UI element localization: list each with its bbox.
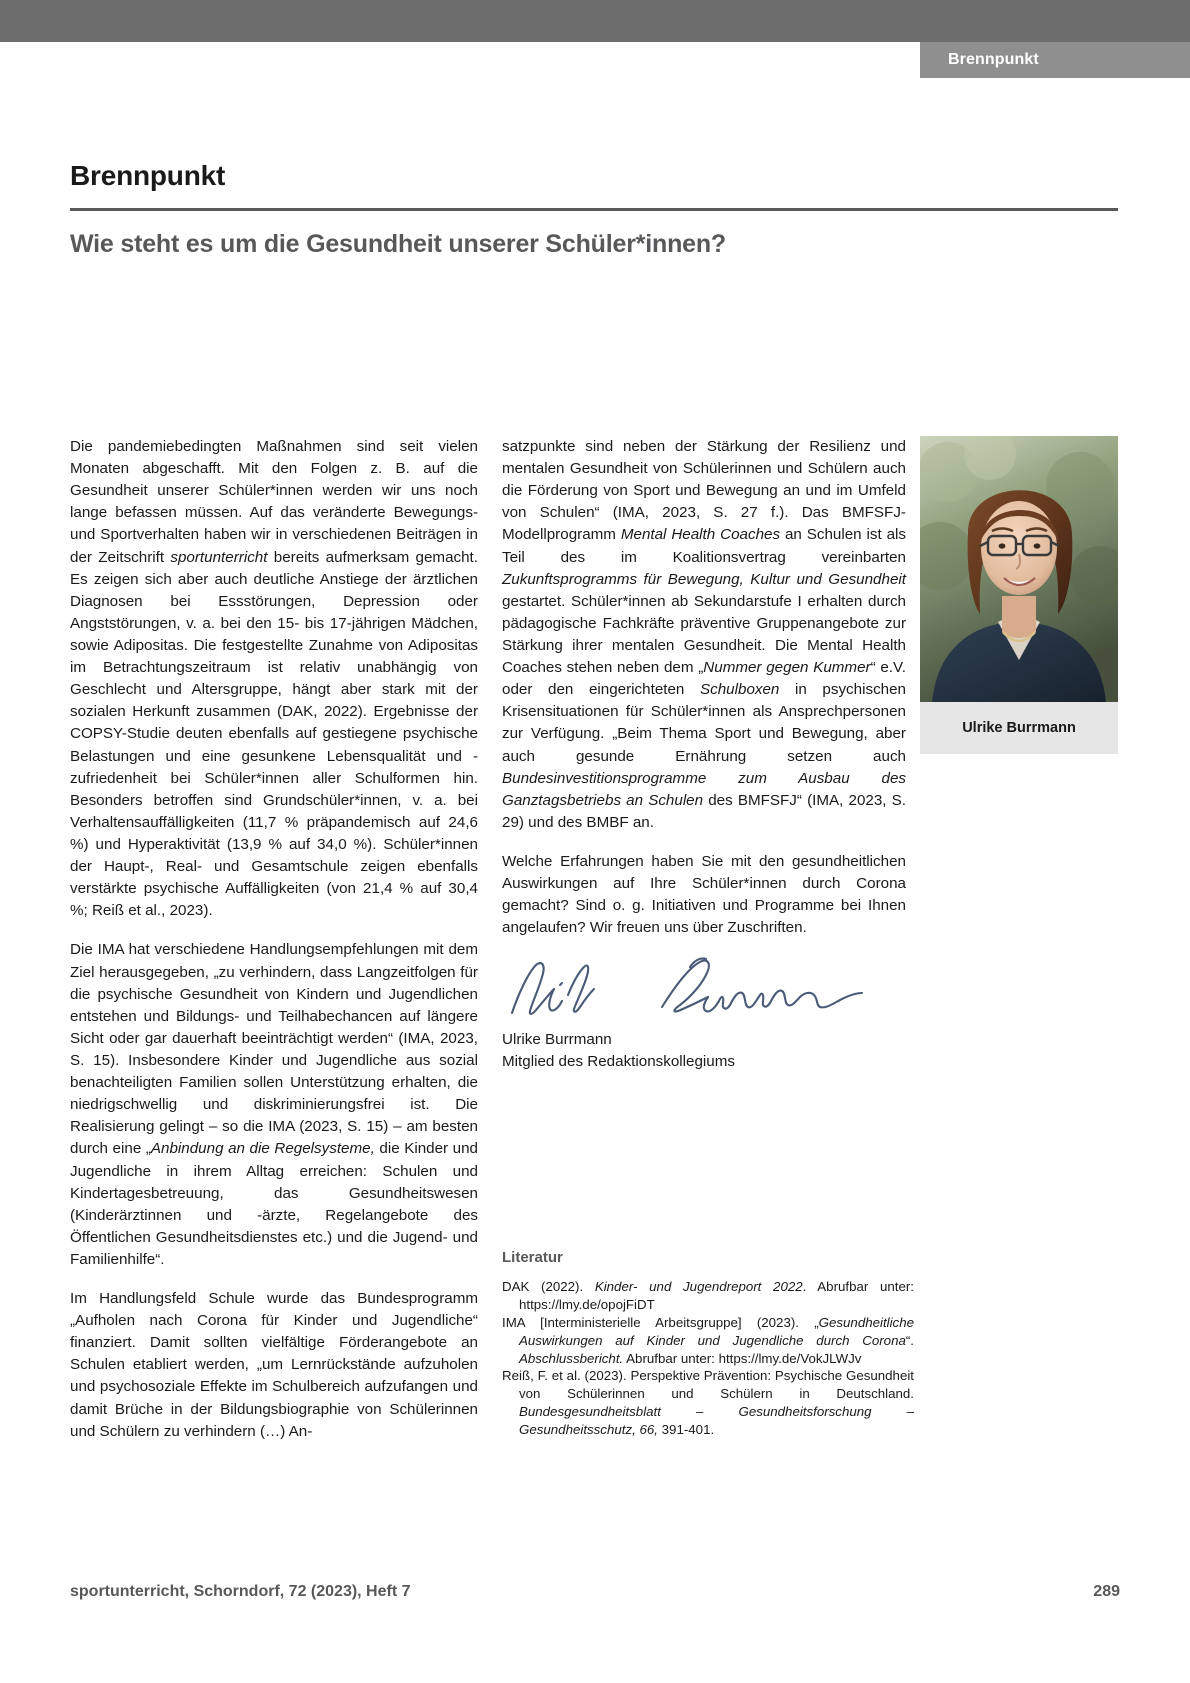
- reference-entry: [502, 1367, 914, 1439]
- handwritten-signature: [502, 955, 882, 1023]
- body-paragraph: [70, 436, 478, 922]
- signature-role: Mitglied des Redaktionskollegiums: [502, 1052, 735, 1070]
- text-run: Im Handlungsfeld Schule wurde das Bundesprogramm „Aufholen nach Corona für Kinder und Jugendliche“ finanziert. Damit sollten vielfältige Förderangebote an Schulen etabliert werden, „um Lernrückstände aufzuholen und psychosoziale Effekte im Schulbereich aufzufangen und damit Brüche in der Bildungsbiographie von Schülerinnen und Schülern zu verhindern (…) An-: [70, 1290, 478, 1440]
- portrait-illustration: [920, 436, 1118, 702]
- signature-name: Ulrike Burrmann: [502, 1031, 612, 1048]
- author-photo-caption: [920, 702, 1118, 754]
- italic-run: Mental Health Coaches: [620, 526, 781, 544]
- italic-run: Bundesgesundheitsblatt – Gesundheitsforschung – Gesundheitsschutz, 66,: [519, 1404, 914, 1437]
- body-column-left: [70, 436, 478, 1443]
- text-run: bereits aufmerksam gemacht. Es zeigen sich aber auch deutliche Anstiege der ärztlichen Diagnosen bei Essstörungen, Depression oder Angststörungen, v. a. bei den 15- bis 17-jährigen Mädchen, sowie Adipositas. Die festgestellte Zunahme von Adipositas im Betrachtungszeitraum ist relativ unabhängig von Geschlecht und Altersgruppe, hängt aber stark mit der sozialen Herkunft zusammen (DAK, 2022). Ergebnisse der COPSY-Studie deuten ebenfalls auf gestiegene psychische Belastungen und eine gesunkene Lebensqualität und -zufriedenheit bei Schüler*innen aller Schulformen hin. Besonders betroffen sind Grundschüler*innen, v. a. bei Verhaltensauffälligkeiten (11,7 % präpandemisch auf 24,6 %) und Hyperaktivität (13,9 % auf 34,0 %). Schüler*innen der Haupt-, Real- und Gesamtschule zeigen ebenfalls verstärkte psychische Auffälligkeiten (von 21,4 % auf 30,4 %; Reiß et al., 2023).: [70, 548, 478, 920]
- references-heading: Literatur: [502, 1249, 563, 1266]
- italic-run: Anbindung an die Regelsysteme,: [150, 1140, 375, 1158]
- running-head-label: Brennpunkt: [948, 51, 1039, 68]
- italic-run: Nummer gegen Kummer: [703, 659, 871, 677]
- text-run: Abrufbar unter: https://lmy.de/VokJLWJv: [623, 1350, 862, 1366]
- body-paragraph: [502, 436, 906, 834]
- title-block: [70, 160, 1118, 259]
- text-run: die Kinder und Jugendliche in ihrem Alltag erreichen: Schulen und Kindertagesbetreuung, das Gesundheitswesen (Kinderärztinnen und -ärzte, Regelangebote des Öffentlichen Gesundheitsdienstes etc.) und die Jugend- und Familienhilfe“.: [70, 1140, 478, 1268]
- author-photo-caption-text: Ulrike Burrmann: [962, 720, 1076, 736]
- text-run: Reiß, F. et al. (2023). Perspektive Prävention: Psychische Gesundheit von Schülerinnen und Schülern in Deutschland.: [502, 1368, 914, 1402]
- signature-block: [502, 955, 906, 1073]
- author-photo-figure: [920, 436, 1118, 754]
- text-run: IMA [Interministerielle Arbeitsgruppe] (2023). „: [502, 1314, 819, 1330]
- author-photo: [920, 436, 1118, 702]
- italic-run: Abschlussbericht.: [519, 1350, 624, 1366]
- text-run: an Schulen ist als Teil des im Koalitionsvertrag vereinbarten: [502, 526, 906, 566]
- text-run: 391-401.: [657, 1422, 715, 1437]
- text-run: . Abrufbar unter: https://lmy.de/opojFiDT: [519, 1279, 914, 1312]
- text-run: DAK (2022).: [502, 1279, 595, 1294]
- references-section: [502, 1249, 914, 1439]
- body-paragraph: [70, 1288, 478, 1443]
- page-title: Wie steht es um die Gesundheit unserer Schüler*innen?: [70, 230, 726, 258]
- text-run: des BMFSFJ“ (IMA, 2023, S. 29) und des BMBF an.: [502, 791, 906, 831]
- text-run: Welche Erfahrungen haben Sie mit den gesundheitlichen Auswirkungen auf Ihre Schüler*innen durch Corona gemacht? Sind o. g. Initiativen und Programme bei Ihnen angelaufen? Wir freuen uns über Zuschriften.: [502, 852, 906, 937]
- body-paragraph: [70, 939, 478, 1271]
- body-paragraph: [502, 851, 906, 939]
- text-run: in psychischen Krisensituationen für Schüler*innen als Ansprechpersonen zur Verfügung. „Beim Thema Sport und Bewegung, aber auch gesunde Ernährung setzen auch: [502, 681, 906, 765]
- italic-run: Zukunftsprogramms für Bewegung, Kultur und Gesundheit: [502, 570, 906, 588]
- running-head-tab: [920, 42, 1190, 78]
- text-run: Die IMA hat verschiedene Handlungsempfehlungen mit dem Ziel herausgegeben, „zu verhindern, dass Langzeitfolgen für die psychische Gesundheit von Kindern und Jugendlichen entstehen und Bildungs- und Teilhabechancen auf längere Sicht oder gar dauerhaft beeinträchtigt werden“ (IMA, 2023, S. 15). Insbesondere Kinder und Jugendliche aus sozial benachteiligten Familien sollen Unterstützung erhalten, die niedrigschwellig und diskriminierungsfrei ist. Die Realisierung gelingt – so die IMA (2023, S. 15) – am besten durch eine „: [70, 941, 478, 1158]
- rubric-divider: [70, 208, 1118, 211]
- text-run: gestartet. Schüler*innen ab Sekundarstufe I erhalten durch pädagogische Fachkräfte präventive Gruppenangebote zur Stärkung ihrer mentalen Gesundheit. Die Mental Health Coaches stehen neben dem „: [502, 592, 906, 677]
- italic-run: Bundesinvestitionsprogramme zum Ausbau des Ganztagsbetriebs an Schulen: [502, 769, 906, 809]
- text-run: “ e.V. oder den eingerichteten: [502, 659, 906, 699]
- references-list: [502, 1278, 914, 1439]
- footer-page-number: 289: [1093, 1583, 1120, 1600]
- text-run: satzpunkte sind neben der Stärkung der Resilienz und mentalen Gesundheit von Schülerinnen und Schülern auch die Förderung von Sport und Bewegung an und im Umfeld von Schulen“ (IMA, 2023, S. 27 f.). Das BMFSFJ-Modellprogramm: [502, 438, 906, 544]
- italic-run: sportunterricht: [170, 548, 268, 566]
- body-column-right: [502, 436, 906, 939]
- signature-name-block: [502, 1029, 906, 1073]
- page-top-bar: [0, 0, 1190, 42]
- text-run: Die pandemiebedingten Maßnahmen sind seit vielen Monaten abgeschafft. Mit den Folgen z. B. auf die Gesundheit unserer Schüler*innen werden wir uns noch lange befassen müssen. Auf das veränderte Bewegungs- und Sportverhalten haben wir in verschiedenen Beiträgen in der Zeitschrift: [70, 438, 478, 566]
- italic-run: Kinder- und Jugendreport 2022: [594, 1279, 803, 1294]
- footer-citation: sportunterricht, Schorndorf, 72 (2023), Heft 7: [70, 1583, 411, 1600]
- italic-run: Schulboxen: [700, 681, 780, 699]
- rubric-title: Brennpunkt: [70, 160, 226, 191]
- text-run: “.: [905, 1332, 914, 1348]
- italic-run: Gesundheitliche Auswirkungen auf Kinder und Jugendliche durch Corona: [519, 1314, 914, 1348]
- reference-entry: [502, 1278, 914, 1314]
- reference-entry: [502, 1314, 914, 1368]
